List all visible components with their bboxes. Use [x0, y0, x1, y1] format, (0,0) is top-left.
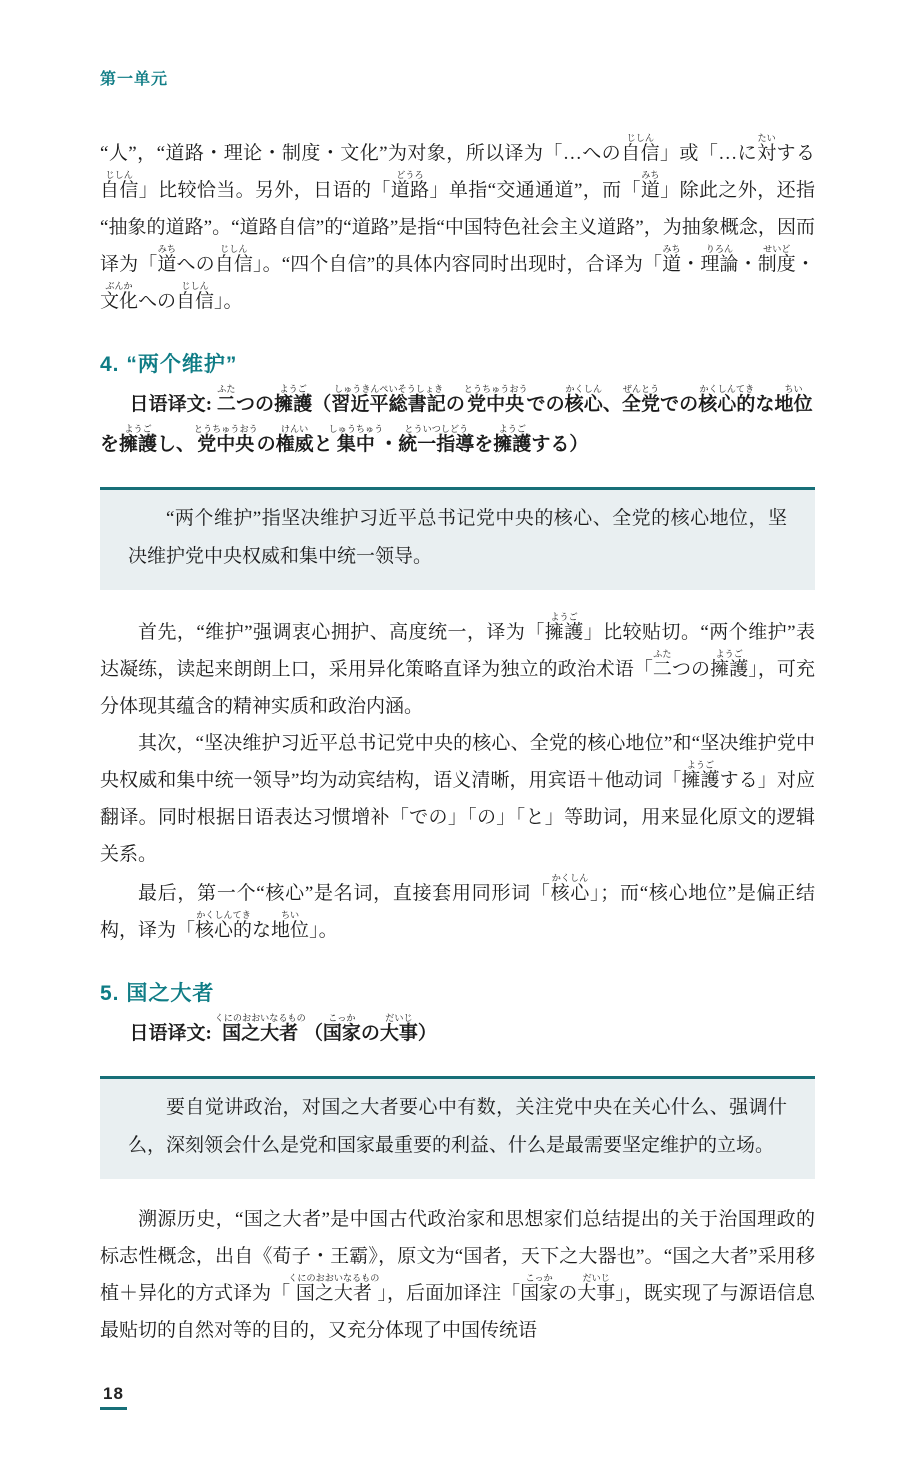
translation-text-japanese: 二ふたつの擁護ようご（習近平総書記しゅうきんぺいそうしょきの党中央とうちゅうおうでの核心かくしん、全党ぜんとうでの核心的かくしんてきな地位ちいを擁護ようごし、党中央とうちゅうおうの権威けんいと集中しゅうちゅう・統一指導とういつしどうを擁護ようごする）	[100, 384, 813, 456]
quote-block-two-upholds: “两个维护”指坚决维护习近平总书记党中央的核心、全党的核心地位，坚决维护党中央权威和集中统一领导。	[100, 487, 815, 590]
quote-block-national-priorities: 要自觉讲政治，对国之大者要心中有数，关注党中央在关心什么、强调什么，深刻领会什么是党和国家最重要的利益、什么是最需要坚定维护的立场。	[100, 1076, 815, 1179]
running-header: 第一单元	[100, 71, 169, 88]
translation-label: 日语译文:	[129, 394, 217, 416]
page-footer	[100, 1384, 815, 1410]
section-4-heading: 4. “两个维护”	[100, 353, 238, 377]
section-5-translation	[100, 1013, 815, 1054]
section-5-heading: 5. 国之大者	[100, 982, 215, 1006]
paragraph-four-confidences: “人”，“道路・理论・制度・文化”为对象，所以译为「…への自信じしん」或「…に対たいする自信じしん」比较恰当。另外，日语的「道路どうろ」单指“交通通道”，而「道みち」除此之外，还指“抽象的道路”。“道路自信”的“道路”是指“中国特色社会主义道路”，为抽象概念，因而译为「道みちへの自信じしん」。“四个自信”的具体内容同时出现时，合译为「道みち・理論りろん・制度せいど・文化ぶんかへの自信じしん」。	[100, 133, 815, 313]
page-body	[100, 133, 815, 1350]
paragraph-last-point: 最后，第一个“核心”是名词，直接套用同形词「核心かくしん」；而“核心地位”是偏正结构，译为「核心的かくしんてきな地位ちい」。	[100, 873, 815, 942]
paragraph-second-point: 其次，“坚决维护习近平总书记党中央的核心、全党的核心地位”和“坚决维护党中央权威和集中统一领导”均为动宾结构，语义清晰，用宾语＋他动词「擁護ようごする」对应翻译。同时根据日语表达习惯增补「での」「の」「と」等助词，用来显化原文的逻辑关系。	[100, 733, 815, 866]
section-4-translation	[100, 384, 815, 465]
paragraph-trace-history: 溯源历史，“国之大者”是中国古代政治家和思想家们总结提出的关于治国理政的标志性概念，出自《荀子・王霸》，原文为“国者，天下之大器也”。“国之大者”采用移植＋异化的方式译为「国之大者くにのおおいなるもの」，后面加译注「国家こっかの大事だいじ」，既实现了与源语信息最贴切的自然对等的目的，又充分体现了中国传统语	[100, 1209, 815, 1342]
paragraph-first-point: 首先，“维护”强调衷心拥护、高度统一，译为「擁護ようご」比较贴切。“两个维护”表达凝练，读起来朗朗上口，采用异化策略直译为独立的政治术语「二ふたつの擁護ようご」，可充分体现其蕴含的精神实质和政治内涵。	[100, 612, 815, 718]
page-number: 18	[100, 1384, 127, 1410]
translation-text-japanese: 国之大者くにのおおいなるもの（国家こっかの大事だいじ）	[214, 1013, 437, 1045]
translation-label: 日语译文:	[129, 1023, 217, 1045]
